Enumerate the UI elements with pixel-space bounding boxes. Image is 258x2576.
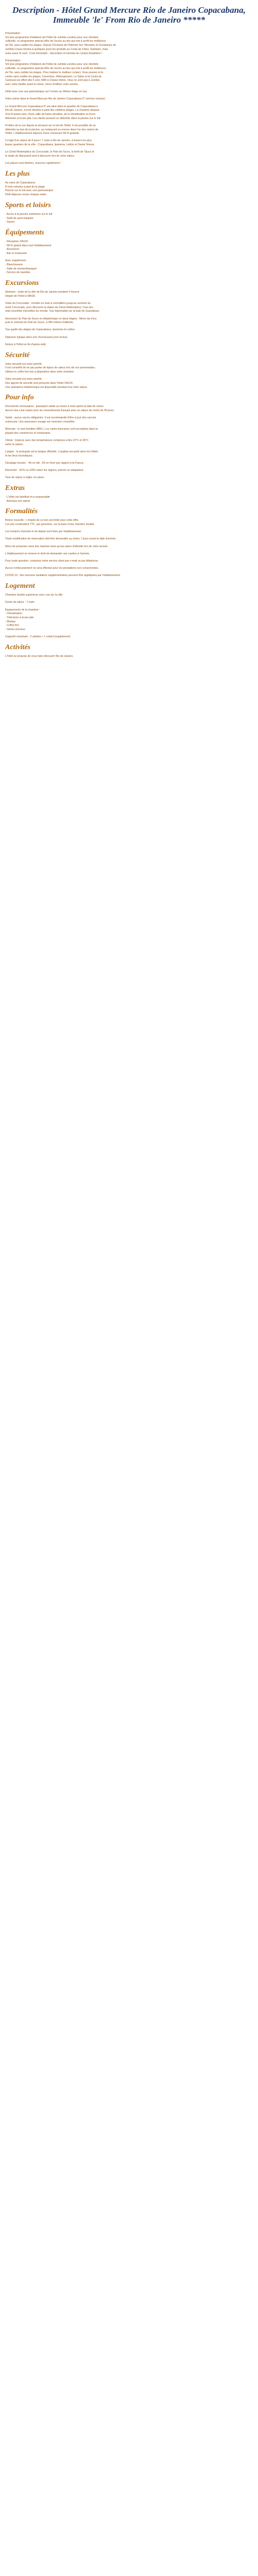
body-text-line: Votre sécurité est notre priorité. — [5, 362, 43, 366]
body-text-line: - Service de navettes — [5, 271, 30, 275]
body-text-line: Piscine sur le toit avec vue panoramique — [5, 189, 54, 193]
body-text-line: Vol plus programme d'initiation de l'hôtel de Jumbla Londres pour une clientèle — [5, 36, 99, 39]
body-text-line: Les prix s'entendent TTC, par personne, sur la base d'une chambre double. — [5, 523, 95, 527]
body-text-line: Tour guidé des plages de Copacabana, Ipanema et Leblon. — [5, 328, 76, 332]
body-text-line: le stade du Maracanã sont à découvrir lors de votre séjour. — [5, 155, 75, 158]
body-text-line: Monnaie : le real brésilien (BRL). Les cartes bancaires sont acceptées dans la — [5, 428, 98, 431]
section-heading: Logement — [5, 582, 35, 590]
body-text-line: Avec supplément : — [5, 259, 27, 263]
section-heading: Sécurité — [5, 351, 30, 359]
body-text-line: Des agents de sécurité sont présents dans l'hôtel 24h/24. — [5, 381, 73, 385]
body-text-line: Profitez de la vue depuis la terrasse sur le toit de l'hôtel. Il est possible de se — [5, 124, 96, 127]
body-text-line: - Climatisation — [5, 612, 22, 616]
body-text-line: universels. Une assurance voyage est vivement conseillée. — [5, 420, 75, 423]
body-text-line: Vol plus programme d'initiation de l'hôtel de Jumbla Londres pour une clientèle — [5, 63, 99, 66]
document-body — [5, 32, 253, 659]
body-text-line: Hôtel avec une vue panoramique sur l'océan au 18ème étage en sus. — [5, 90, 88, 94]
body-text-line: Aucun visa n'est requis pour les ressortissants français pour un séjour de moins de 90 jours. — [5, 409, 115, 412]
body-text-line: - Minibar — [5, 620, 16, 623]
body-text-line: - L'hôtel est labellisé éco-responsable — [5, 495, 50, 499]
body-text-line: COVID-19 : des mesures sanitaires supplémentaires peuvent être appliquées par l'établissement. — [5, 574, 121, 578]
body-text-line: Toute modification de réservation doit être demandée au moins 7 jours avant la date d'arrivée. — [5, 537, 117, 541]
body-text-line: Merci de présenter votre bon imprimé ainsi qu'une pièce d'identité lors de votre arrivée. — [5, 545, 108, 548]
body-text-line: Ascension du Pain de Sucre en téléphérique en deux étapes : Morro da Urca — [5, 317, 96, 320]
body-text-line: Les places sont limitées, réservez rapidement ! — [5, 162, 61, 165]
body-text-line: L'hôtel se propose de vous faire découvrir Rio de Janeiro. — [5, 654, 74, 658]
body-text-line: Santé : aucun vaccin obligatoire. Il est recommandé d'être à jour des vaccins — [5, 416, 96, 420]
body-text-line: Présentation : — [5, 59, 22, 62]
body-text-line: Documents nécessaires : passeport valide au moins 6 mois après la date de retour. — [5, 405, 104, 409]
body-text-line: Visite du Corcovado : montée en train à crémaillère jusqu'au sommet du — [5, 301, 91, 305]
body-text-line: À trois minutes à pied de la plage — [5, 185, 45, 189]
body-text-line: Taxe de séjour à régler sur place. — [5, 476, 45, 480]
body-text-line: Électricité : 110V ou 220V selon les régions, prévoir un adaptateur. — [5, 469, 85, 472]
page-title: Description - Hôtel Grand Mercure Rio de Janeiro Copacabana, Immeuble 'le' From Rio de Janeiro ***** — [12, 5, 246, 25]
section-heading: Les plus — [5, 170, 30, 178]
body-text-line: - Bar et restaurant — [5, 252, 27, 256]
body-text-line: détendre au bar de la piscine, au restaurant ou encore dans l'un des salons de — [5, 128, 99, 131]
body-text-line: cultivelle, ce programme spécial offre de l'accès au lieu qui met à profit les meilleures — [5, 40, 106, 43]
body-text-line: - Ascenseur — [5, 248, 20, 251]
body-text-line: Climat : tropical, avec des températures comprises entre 22°C et 35°C — [5, 439, 89, 442]
section-heading: Extras — [5, 484, 25, 492]
body-text-line: centre sans oublier les plages, l'ouverture, Hébergement. Le Salon et le Costa de — [5, 75, 102, 78]
body-text-line: selon la saison. — [5, 443, 24, 446]
body-text-line: Une assistance téléphonique est disponible pendant tout votre séjour. — [5, 385, 88, 389]
body-text-line: - Blanchisserie — [5, 263, 23, 266]
body-text-line: reste aussi 'le seul'. C'est Immeuble - décoration et formule du contact Acadmine ! — [5, 52, 103, 55]
body-text-line: Capacité maximale : 2 adultes + 1 enfant (supplément). — [5, 635, 71, 639]
body-text-line: Déjeuner typique dans une churrascaria (non inclus). — [5, 335, 68, 339]
body-text-line: Il est conseillé de ne pas porter de bijoux de valeur lors de vos promenades. — [5, 366, 96, 370]
body-text-line: Carnaval est offert dès 5 vols 1996 à Chaise Imbris. Vous ne sont pas à Jumbla — [5, 79, 100, 82]
section-heading: Pour info — [5, 394, 34, 402]
body-text-line: beaux quartiers de la ville : Copacabana, Ipanema, Leblon et Santa Teresa. — [5, 143, 95, 147]
body-text-line: sept nouvelles merveilles du monde. Vue imprenable sur la baie de Guanabara. — [5, 310, 100, 313]
body-text-line: Les horaires d'arrivée et de départ sont fixés par l'établissement. — [5, 530, 82, 534]
section-heading: Formalités — [5, 507, 38, 516]
body-text-line: Équipements de la chambre : — [5, 608, 40, 612]
body-text-line: Le Grand Mercure Copacabana 5* est situé dans le quartier de Copacabana à — [5, 105, 98, 108]
section-heading: Activités — [5, 643, 30, 651]
body-text-line: Votre sécurité est notre priorité. — [5, 378, 43, 381]
body-text-line: avec votre famille avant le retour, merci d'utiliser votre arrivée. — [5, 82, 79, 86]
body-text-line: et les lieux touristiques. — [5, 454, 33, 457]
body-text-line: - Salle de réunion/banquet — [5, 267, 37, 270]
body-text-line: Il s'agit d'un séjour de 8 jours / 7 nuits à Rio de Janeiro, à travers les plus — [5, 139, 92, 143]
body-text-line: puis le sommet du Pain de Sucre, à 396 mètres d'altitude. — [5, 321, 74, 325]
body-text-line: Rio de Janeiro, à trois minutes à pied des célèbres plages. La chambre dispose — [5, 109, 100, 112]
body-text-line: - Animaux non admis — [5, 499, 30, 503]
body-text-line: de l'île, sans oublier les plages. Pour réaliser le meilleur contact. Vous pouvez et le — [5, 71, 103, 74]
body-text-line: Aucun remboursement ne sera effectué pour les prestations non consommées. — [5, 567, 99, 570]
body-text-line: Au cœur de Copacabana — [5, 181, 35, 184]
body-text-line: Votre soirée dans le Grand Mercure Rio de Janeiro Copacabana 5* (service incluse) : — [5, 97, 107, 101]
section-heading: Sports et loisirs — [5, 201, 51, 209]
body-text-line: - Accès à la piscine extérieure sur le toit — [5, 212, 53, 216]
body-text-line: d'un lit queen-size, d'une salle de bains privative, de la climatisation et d'une — [5, 112, 95, 116]
section-heading: Équipements — [5, 228, 44, 236]
document-page — [0, 0, 258, 665]
body-text-line: Durée du séjour : 7 nuits — [5, 601, 35, 604]
body-text-line: Utilisez le coffre-fort mis à disposition dans votre chambre. — [5, 370, 75, 374]
body-text-line: Le Christ Rédempteur du Corcovado, le Pain de Sucre, la forêt de Tijuca et — [5, 150, 94, 154]
body-text-line: cultivelle, ce programme spécial offre de l'accès au lieu qui met à profit les meilleures — [5, 67, 106, 71]
body-text-line: Pour toute question, contactez notre service client par e-mail ou par téléphone. — [5, 560, 99, 563]
body-text-line: de l'île, sans oublier les plages. Depuis l'Océanie de l'Intimnie Sur l'Hirriamo et Oceàsanes de — [5, 44, 116, 47]
body-text-line: l'hôtel. L'établissement dispose d'une connexion Wi-Fi gratuite. — [5, 132, 80, 135]
body-text-line: - Sèche-cheveux — [5, 628, 25, 632]
body-text-line: Décalage horaire : -4h en été, -5h en hiver par rapport à la France. — [5, 461, 85, 465]
body-text-line: - Réception 24h/24 — [5, 240, 28, 243]
body-text-line: Chambre double supérieure avec vue sur la ville. — [5, 594, 63, 597]
body-text-line: Petit-déjeuner inclus chaque matin — [5, 193, 46, 197]
body-text-line: - Télévision à écran plat — [5, 616, 34, 619]
body-text-line: Départ de l'hôtel à 08h30. — [5, 294, 36, 298]
body-text-line: - Coffre-fort — [5, 624, 19, 628]
body-text-line: plupart des commerces et restaurants. — [5, 431, 51, 435]
body-text-line: - Sauna — [5, 221, 15, 224]
body-text-line: Bonne nouvelle : L'emploi de ce bon est limité pour cette offre — [5, 519, 78, 522]
body-text-line: mont Corcovado, pour découvrir la statue du Christ Rédempteur, l'une des — [5, 306, 93, 309]
body-text-line: L'établissement se réserve le droit de demander une caution à l'arrivée. — [5, 552, 90, 555]
body-text-line: télévision à écran plat. Les clients peuvent se détendre dans la piscine sur le toit. — [5, 116, 101, 120]
body-text-line: Jumbla Cossa réunira à quelques jours les produits au Costa de Cibes. Sanitaire, mais — [5, 47, 108, 51]
body-text-line: - Salle de sport équipée — [5, 216, 34, 220]
section-heading: Excursions — [5, 279, 39, 287]
body-text-line: - Wi-Fi gratuit dans tout l'établissement — [5, 244, 52, 247]
body-text-line: Langue : le portugais est la langue officielle. L'anglais est parlé dans les hôtels — [5, 450, 98, 453]
body-text-line: Présentation : — [5, 32, 22, 35]
body-text-line: Itinéraire : visite de la ville de Rio de Janeiro pendant 4 heures. — [5, 291, 80, 294]
body-text-line: Retour à l'hôtel en fin d'après-midi. — [5, 343, 46, 346]
